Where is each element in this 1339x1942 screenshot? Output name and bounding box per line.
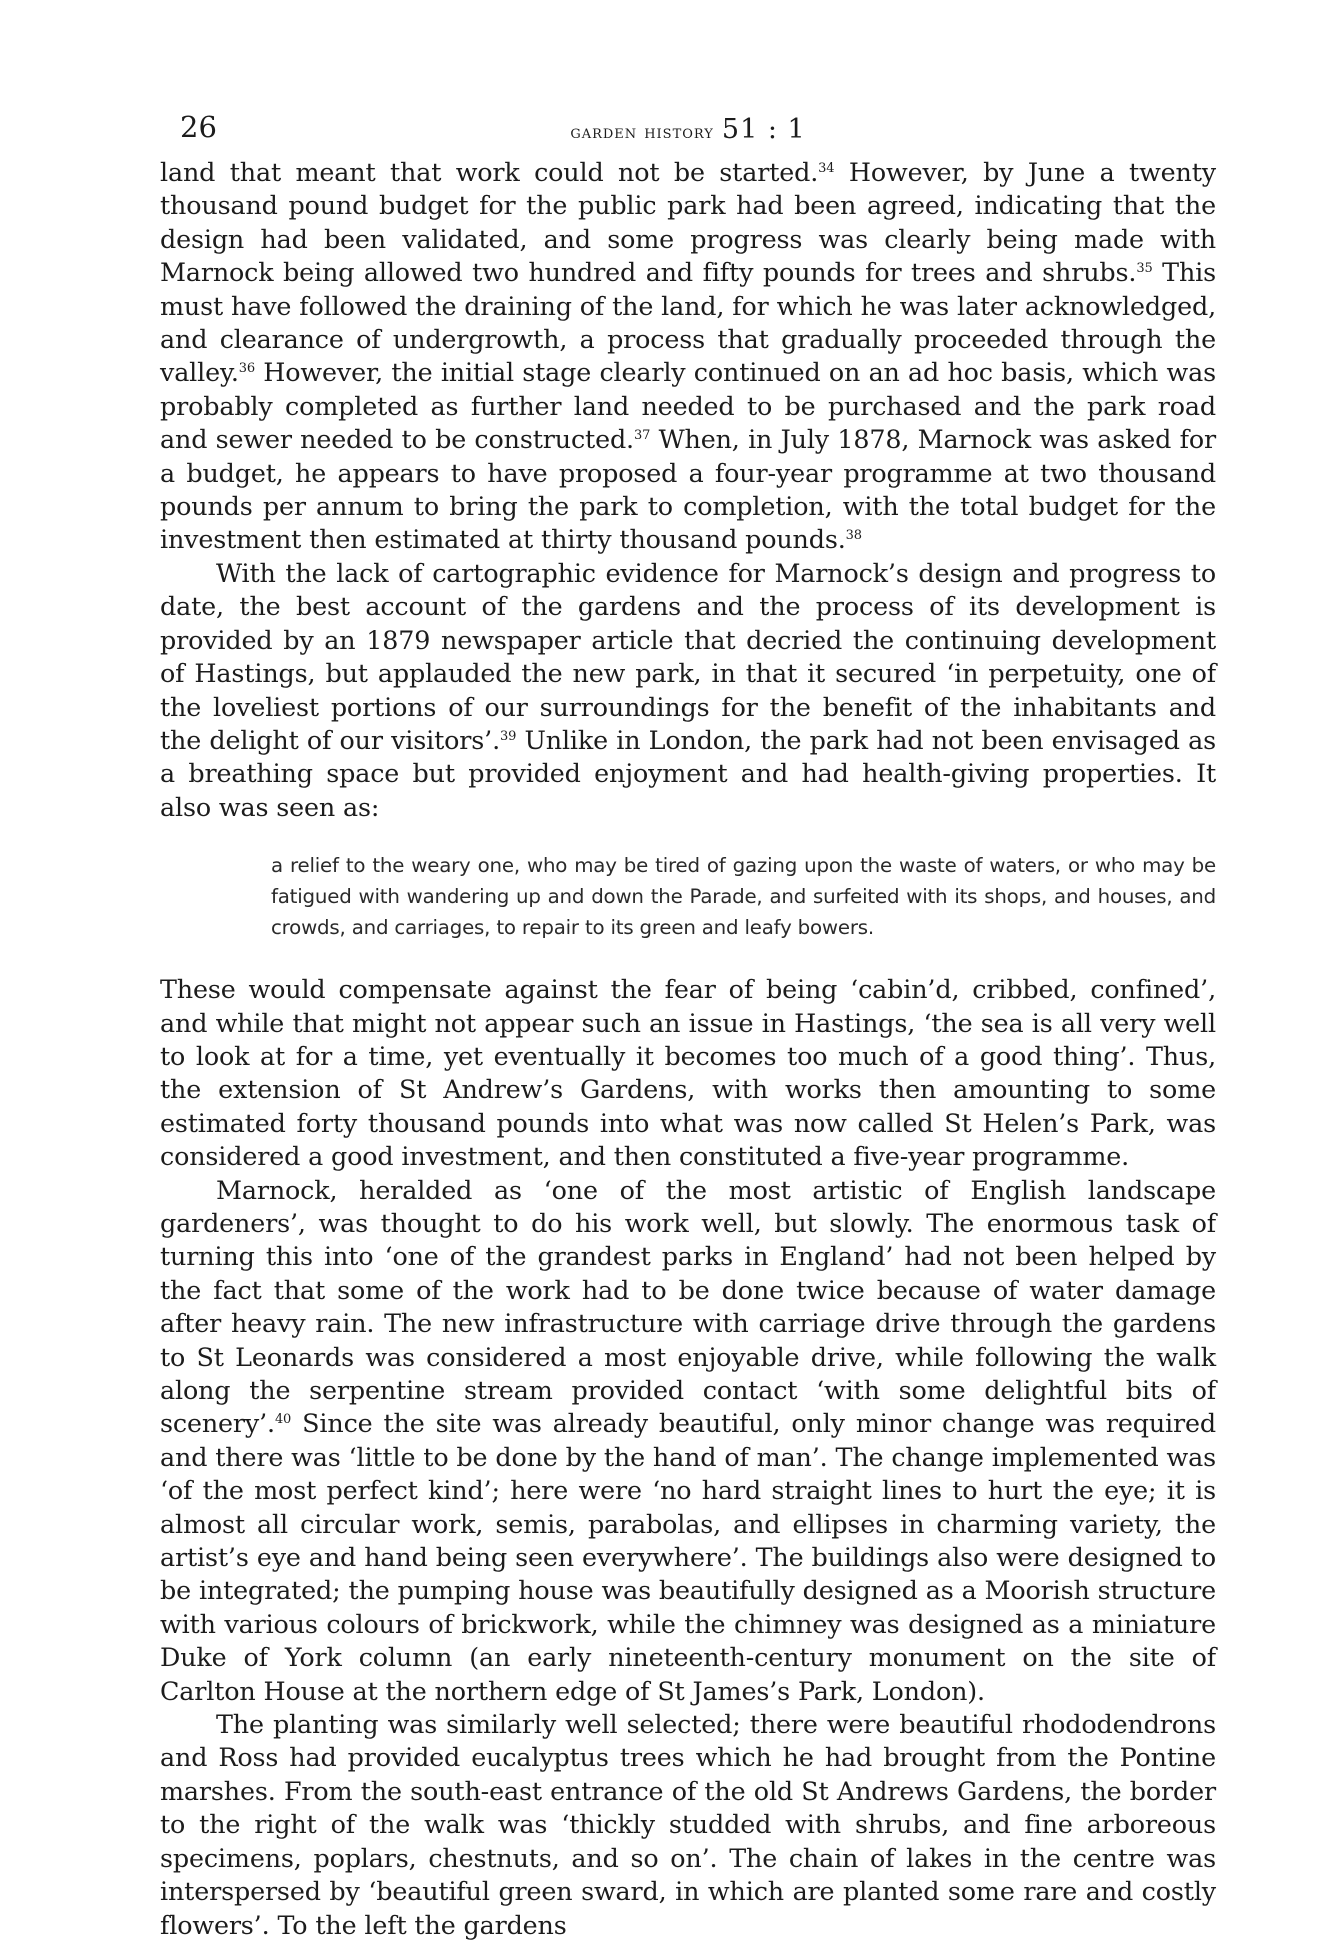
paragraph-4: [160, 1174, 1216, 1709]
paragraph-text: However, the initial stage clearly continued on an ad hoc basis, which was probably completed as further land needed to be purchased and the park road and sewer needed to be constructed.: [160, 357, 1216, 455]
footnote-ref-35: 35: [1136, 261, 1153, 277]
footnote-ref-39: 39: [500, 728, 517, 744]
paragraph-text: This must have followed the draining of the land, for which he was later acknowledged, and clearance of undergrowth, a process that gradually proceeded through the valley.: [160, 257, 1216, 388]
paragraph-text: However, by June a twenty thousand pound budget for the public park had been agreed, indicating that the design had been validated, and some progress was clearly being made with Marnock being allowed two hundred and fifty pounds for trees and shrubs.: [160, 157, 1216, 288]
footnote-ref-36: 36: [238, 361, 255, 377]
paragraph-text: Since the site was already beautiful, only minor change was required and there was ‘little to be done by the hand of man’. The change implemented was ‘of the most perfect kind’; here were ‘no hard straight lines to hurt the eye; it is almost all circular work, semis, parabolas, and ellipses in charming variety, the artist’s eye and hand being seen everywhere’. The buildings also were designed to be integrated; the pumping house was beautifully designed as a Moorish structure with various colours of brickwork, while the chimney was designed as a miniature Duke of York column (an early nineteenth-century monument on the site of Carlton House at the northern edge of St James’s Park, London).: [160, 1408, 1216, 1706]
journal-volume: 51 : 1: [721, 114, 806, 145]
page-number: 26: [180, 110, 217, 144]
footnote-ref-37: 37: [633, 428, 651, 444]
footnote-ref-40: 40: [274, 1412, 292, 1428]
footnote-ref-38: 38: [845, 528, 862, 544]
journal-header: [160, 114, 1216, 145]
footnote-ref-34: 34: [818, 161, 835, 176]
paragraph-text: Marnock, heralded as ‘one of the most artistic of English landscape gardeners’, was thought to do his work well, but slowly. The enormous task of turning this into ‘one of the grandest parks in England’ had not been helped by the fact that some of the work had to be done twice because of water damage after heavy rain. The new infrastructure with carriage drive through the gardens to St Leonards was considered a most enjoyable drive, while following the walk along the serpentine stream provided contact ‘with some delightful bits of scenery’.: [160, 1174, 1216, 1439]
paragraph-text: Unlike in London, the park had not been envisaged as a breathing space but provided enjoyment and had health-giving properties. It also was seen as:: [160, 724, 1216, 822]
running-head: [160, 110, 1216, 156]
journal-title: garden history: [570, 121, 714, 143]
paragraph-5: The planting was similarly well selected; there were beautiful rhododendrons and Ross had provided eucalyptus trees which he had brought from the Pontine marshes. From the south-east entrance of the old St Andrews Gardens, the border to the right of the walk was ‘thickly studded with shrubs, and fine arboreous specimens, poplars, chestnuts, and so on’. The chain of lakes in the centre was interspersed by ‘beautiful green sward, in which are planted some rare and costly flowers’. To the left the gardens: [160, 1709, 1216, 1940]
paragraph-3: These would compensate against the fear of being ‘cabin’d, cribbed, confined’, and while that might not appear such an issue in Hastings, ‘the sea is all very well to look at for a time, yet eventually it becomes too much of a good thing’. Thus, the extension of St Andrew’s Gardens, with works then amounting to some estimated forty thousand pounds into what was now called St Helen’s Park, was considered a good investment, and then constituted a five-year programme.: [160, 974, 1216, 1172]
paragraph-1: [160, 156, 1216, 557]
article-body: [160, 156, 1216, 1942]
block-quote: a relief to the weary one, who may be tired of gazing upon the waste of waters, or who may be fatigued with wandering up and down the Parade, and surfeited with its shops, and houses, and crowds, and carriages, to repair to its green and leafy bowers.: [271, 854, 1216, 940]
paragraph-text: When, in July 1878, Marnock was asked for a budget, he appears to have proposed a four-year programme at two thousand pounds per annum to bring the park to completion, with the total budget for the investment then estimated at thirty thousand pounds.: [160, 424, 1216, 555]
paragraph-text: With the lack of cartographic evidence for Marnock’s design and progress to date, the best account of the gardens and the process of its development is provided by an 1879 newspaper article that decried the continuing development of Hastings, but applauded the new park, in that it secured ‘in perpetuity, one of the loveliest portions of our surroundings for the benefit of the inhabitants and the delight of our visitors’.: [160, 557, 1216, 755]
paragraph-text: land that meant that work could not be started.: [160, 157, 819, 187]
journal-page: [160, 110, 1216, 1942]
paragraph-2: [160, 557, 1216, 824]
